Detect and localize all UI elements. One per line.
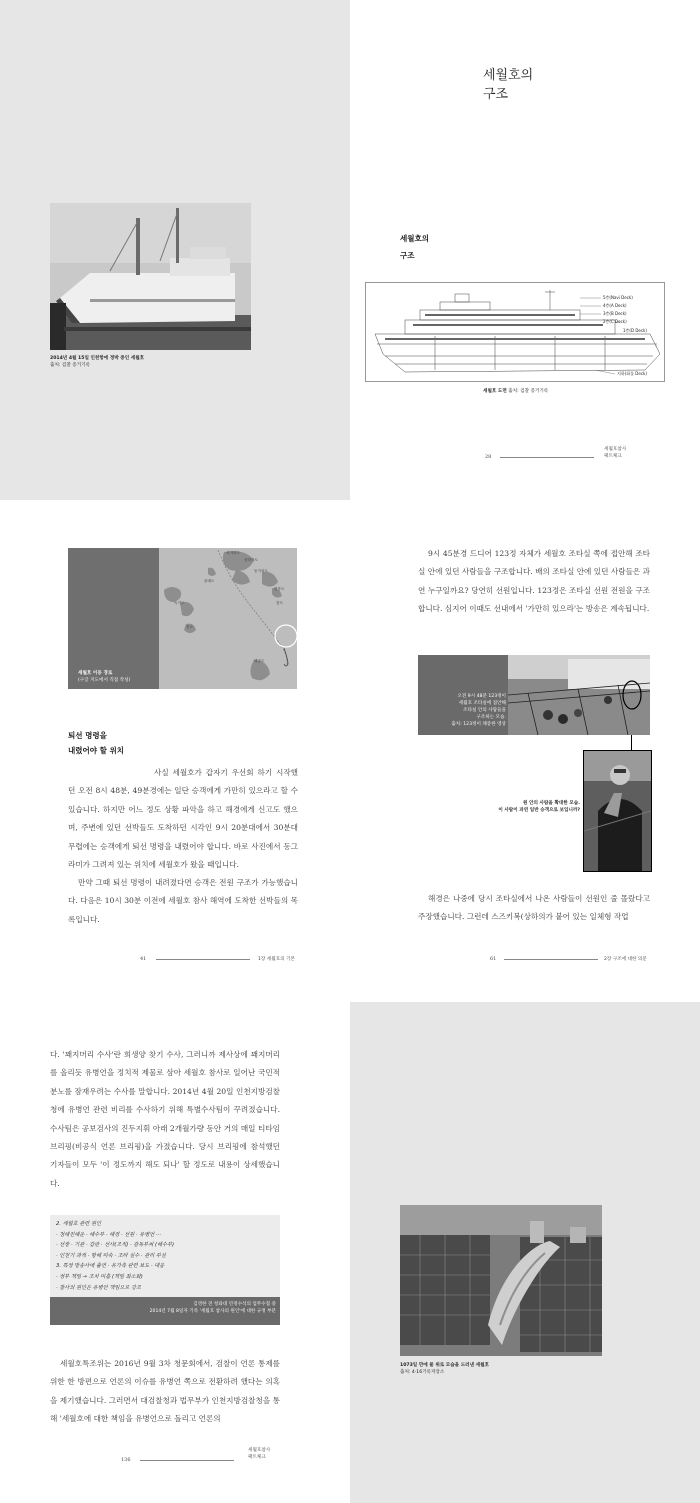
rescue-caption-line2: 세월호 조타실에 접안해 [458,701,506,706]
map-label-jamdo: 잠도 [276,601,283,605]
page-number: 28 [485,454,492,460]
note-caption [50,1301,276,1315]
map-caption-line2: (구글 지도에서 직접 작성) [78,678,131,683]
running-title [604,446,626,460]
body-paragraph-1: 사실 세월호가 갑자기 우선회 하기 시작했던 오전 8시 48분, 49분경에는 일단 승객에게 가만히 있으라고 할 수 있습니다. 하지만 어느 정도 상황 파악을 하고 해경에게 신고도 했으며, 주변에 있던 선박들도 도착하던 시각인 9시 20분대에서 30분대 무렵에는 승객에게 퇴선 명령을 내렸어야 합니다. 바로 사진에서 동그라미가 그려져 있는 위치에 세월호가 왔을 때입니다. [68,768,298,870]
ship-photo-caption-title: 2014년 4월 15일 인천항에 정박 중인 세월호 [50,356,145,361]
note-line-5: 3. 특정 방송사에 출연 · 유가족 관련 보도 · 대응 [56,1263,165,1270]
deck-label-4: 4층(A Deck) [603,303,627,308]
zoomed-person-photo [583,750,652,872]
ship-photo-caption [50,355,270,369]
note-text [56,1219,278,1293]
deck-label-cargo: 지하(화물 Deck) [617,371,647,376]
map-caption-line1: 세월호 이동 경로 [78,671,113,676]
ship-docked-photo [50,203,251,350]
map-label-dokgeodo: 독거도 [174,601,185,605]
note-line-6: · 정부 책임 → 조치 미흡 (책임 최소화) [56,1273,143,1280]
map-caption [78,670,130,684]
handwritten-note [50,1215,280,1325]
salvage-photo [400,1205,602,1356]
map-label-donggeochado: 동거차도 [254,569,268,573]
diagram-caption-bold: 세월호 도면 [483,389,507,394]
running-title-41: 1장 세월호의 기본 [258,957,295,962]
rescue-caption-line3: 조타실 안의 사람들을 [463,708,506,713]
deck-label-5: 5층(Navi Deck) [603,295,633,300]
ship-photo-caption-source: 출처: 검찰 증거기록 [50,363,90,368]
footer-rule [500,457,594,458]
running-title-line2: 팩트체크 [604,454,622,459]
diagram-caption-source: 출처: 검찰 증거기록 [508,389,549,394]
deck-label-3: 3층(B Deck) [603,311,627,316]
deck-label-1: 1층(D Deck) [623,328,647,333]
footer-rule-136 [140,1460,234,1461]
page-number-61: 61 [490,956,497,962]
zoom-caption-line2: 이 사람이 과연 일반 승객으로 보입니까? [498,808,580,813]
note-caption-line2: 2014년 7월 8일자 기록 '세월호 참사의 원인'에 대한 규정 부분 [149,1309,276,1314]
page-title [483,66,533,104]
page-number-41: 41 [140,956,147,962]
zoom-caption [470,800,580,814]
body-paragraph-5: 다. '꽤지머리 수사'란 희생양 찾기 수사, 그러니까 제사상에 꽤지머리를 올리듯 유병언을 정치적 제물로 삼아 세월호 참사로 일어난 국민적 분노를 잠재우려는 수사를 말합니다. 2014년 4월 20일 인천지방검찰청에 유병언 관련 비리를 수사하기 위해 특별수사팀이 꾸려졌습니다. 수사팀은 공보검사의 진두지휘 아래 2개월가량 동안 거의 매일 티타임 브리핑(비공식 언론 브리핑)을 가졌습니다. 당시 브리핑에 참석했던 기자들이 모두 '이 정도까지 해도 되나' 할 정도로 내용이 상세했습니다. [50,1050,280,1188]
rescue-caption-line5: 출처: 123정이 채증한 영상 [451,722,506,727]
section-subhead-line1: 세월호의 [400,234,429,243]
note-line-1: 2. 세월호 관련 원인 [56,1221,101,1227]
running-title-61: 2장 구조에 대한 의문 [604,957,647,962]
salvage-photo-caption-source: 출처: 4·16기록저장소 [400,1370,445,1375]
deck-label-2: 2층(C Deck) [603,319,627,324]
section-subhead-line2: 구조 [400,251,415,260]
running-title-136-line2: 팩트체크 [248,1455,266,1460]
map-label-jindo: 진도 [186,625,193,629]
body-paragraph-4: 해경은 나중에 당시 조타실에서 나온 사람들이 선원인 줄 몰랐다고 주장했습니다. 그런데 스즈키복(상하의가 붙어 있는 일체형 작업 [418,894,650,922]
running-title-136-line1: 세월호참사 [248,1448,271,1453]
footer-rule-41 [156,959,250,960]
route-map [68,548,297,689]
section-heading-line2: 내렸어야 할 위치 [68,746,124,755]
note-line-3: · 선장 · 기관 · 갑판 · 선사(조직) · 감독부처 (해수부) [56,1242,175,1249]
map-label-byeongpungdo: 병풍도 [274,587,285,591]
map-label-maenggoldo: 맹골도 [254,659,265,663]
section-heading-line1: 퇴선 명령을 [68,731,107,740]
rescue-caption-line4: 구조하는 모습. [476,715,506,720]
page-title-line1: 세월호의 [483,68,534,83]
rescue-photo-caption [422,693,506,728]
footer-rule-61 [504,959,598,960]
note-line-4: · 인천기 과적 · 항해 미숙 · 조타 실수 · 관리 부실 [56,1252,166,1259]
zoom-caption-line1: 원 안의 사람을 확대한 모습. [523,801,580,806]
body-paragraph-3: 9시 45분경 드디어 123정 자체가 세월호 조타실 쪽에 접안해 조타실 안에 있던 사람들을 구조합니다. 배의 조타실 안에 있던 사람들은 과연 누구일까요? 당연히 선원입니다. 123정은 조타실 선원 전원을 구조합니다. 심지어 이때도 선내에서 '가만히 있으라'는 방송은 계속됩니다. [418,549,650,614]
body-paragraph-6: 세월호특조위는 2016년 9월 3차 청문회에서, 검찰이 언론 통제를 위한 한 방편으로 언론의 이슈를 유병언 쪽으로 전환하려 했다는 의혹을 제기했습니다. 그러면서 대검찰청과 법무부가 인천지방검찰청을 통해 '세월호에 대한 책임을 유병언으로 돌리고 언론의 [50,1359,280,1424]
section-subhead [400,230,429,264]
salvage-photo-caption [400,1362,620,1376]
note-line-2: · 청해진해운 · 해수부 · 해경 · 선원 · 유병언 ··· [56,1231,161,1238]
note-caption-line1: 김영한 전 청와대 민정수석의 업무수첩 중 [193,1302,276,1307]
rescue-photo [508,655,650,735]
map-label-sanghajukdo: 상하죽도 [244,558,258,562]
body-paragraph-2: 만약 그때 퇴선 명령이 내려졌다면 승객은 전원 구조가 가능했습니다. 다음은 10시 30분 이전에 세월호 참사 해역에 도착한 선박들의 목록입니다. [68,878,298,924]
section-heading [68,728,124,758]
salvage-photo-caption-title: 1073일 만에 물 위로 모습을 드러낸 세월호 [400,1363,489,1368]
page-number-136: 136 [121,1457,131,1463]
note-line-7: · 참사의 원인은 유병언 책임으로 강조 [56,1284,142,1291]
map-label-seogeochado: 서거차도 [226,551,240,555]
diagram-caption [483,388,548,395]
rescue-caption-line1: 오전 9시 48분 123정이 [457,694,506,699]
ship-deck-diagram [365,282,665,382]
running-title-136 [248,1447,270,1461]
running-title-line1: 세월호참사 [604,447,627,452]
map-label-gwanmaedo: 관매도 [204,579,215,583]
page-title-line2: 구조 [483,87,509,102]
